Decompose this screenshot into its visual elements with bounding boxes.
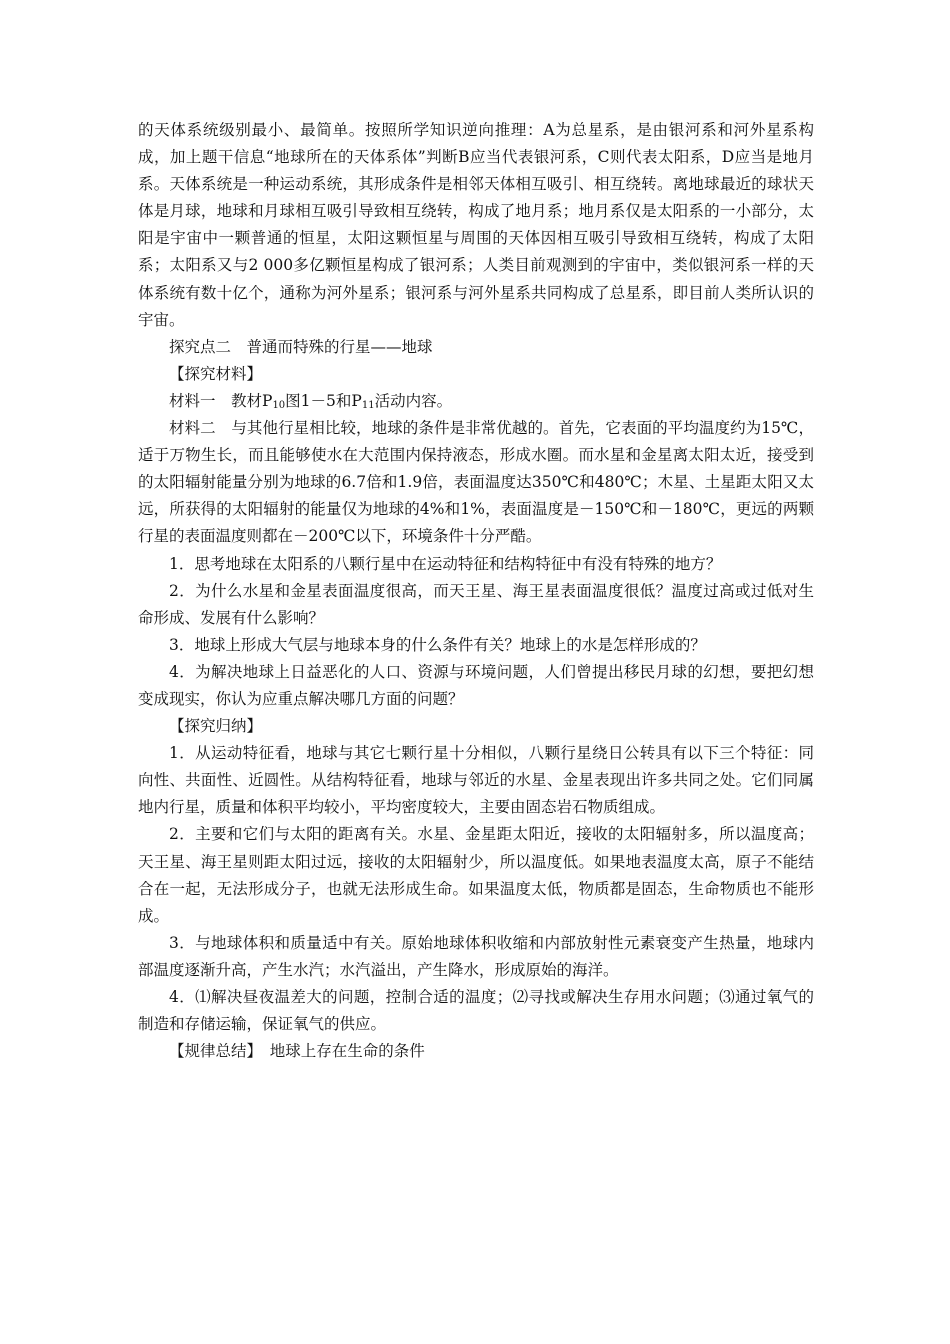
summary-heading: 【探究归纳】 xyxy=(169,717,263,736)
section-title: 探究点二 普通而特殊的行星——地球 xyxy=(169,337,433,356)
material-one-text-b: 图1－5和P xyxy=(285,391,362,410)
question-1: 1．思考地球在太阳系的八颗行星中在运动特征和结构特征中有没有特殊的地方？ xyxy=(169,554,722,573)
answer-3: 3．与地球体积和质量适中有关。原始地球体积收缩和内部放射性元素衰变产生热量，地球内部温度逐渐升高，产生水汽；水汽溢出，产生降水，形成原始的海洋。 xyxy=(138,933,814,979)
question-3: 3．地球上形成大气层与地球本身的什么条件有关？地球上的水是怎样形成的？ xyxy=(169,635,706,654)
material-one-text-c: 活动内容。 xyxy=(374,391,453,410)
material-one-subscript-10: 10 xyxy=(272,399,286,411)
rule-summary: 【规律总结】 地球上存在生命的条件 xyxy=(169,1042,425,1061)
document-page xyxy=(138,117,814,1065)
material-one-text-a: 材料一 教材P xyxy=(169,391,273,410)
material-one-subscript-11: 11 xyxy=(361,399,375,411)
intro-paragraph: 的天体系统级别最小、最简单。按照所学知识逆向推理：A为总星系，是由银河系和河外星系构成，加上题干信息“地球所在的天体系体”判断B应当代表银河系，C则代表太阳系，D应当是地月系。天体系统是一种运动系统，其形成条件是相邻天体相互吸引、相互绕转。离地球最近的球状天体是月球，地球和月球相互吸引导致相互绕转，构成了地月系；地月系仅是太阳系的一小部分，太阳是宇宙中一颗普通的恒星，太阳这颗恒星与周围的天体因相互吸引导致相互绕转，构成了太阳系；太阳系又与2 000多亿颗恒星构成了银河系；人类目前观测到的宇宙中，类似银河系一样的天体系统有数十亿个，通称为河外星系；银河系与河外星系共同构成了总星系，即目前人类所认识的宇宙。 xyxy=(138,121,814,329)
question-2: 2．为什么水星和金星表面温度很高，而天王星、海王星表面温度很低？温度过高或过低对生命形成、发展有什么影响？ xyxy=(138,581,814,627)
materials-heading: 【探究材料】 xyxy=(169,364,263,383)
answer-1: 1．从运动特征看，地球与其它七颗行星十分相似，八颗行星绕日公转具有以下三个特征：同向性、共面性、近圆性。从结构特征看，地球与邻近的水星、金星表现出许多共同之处。它们同属地内行星，质量和体积平均较小，平均密度较大，主要由固态岩石物质组成。 xyxy=(138,744,814,817)
question-4: 4．为解决地球上日益恶化的人口、资源与环境问题，人们曾提出移民月球的幻想，要把幻想变成现实，你认为应重点解决哪几方面的问题？ xyxy=(138,662,814,708)
answer-2: 2．主要和它们与太阳的距离有关。水星、金星距太阳近，接收的太阳辐射多，所以温度高；天王星、海王星则距太阳过远，接收的太阳辐射少，所以温度低。如果地表温度太高，原子不能结合在一起，无法形成分子，也就无法形成生命。如果温度太低，物质都是固态，生命物质也不能形成。 xyxy=(138,825,814,925)
answer-4: 4．⑴解决昼夜温差大的问题，控制合适的温度；⑵寻找或解决生存用水问题；⑶通过氧气的制造和存储运输，保证氧气的供应。 xyxy=(138,988,814,1034)
material-two: 材料二 与其他行星相比较，地球的条件是非常优越的。首先，它表面的平均温度约为15℃，适于万物生长，而且能够使水在大范围内保持液态，形成水圈。而水星和金星离太阳太近，接受到的太阳辐射能量分别为地球的6.7倍和1.9倍，表面温度达350℃和480℃；木星、土星距太阳又太远，所获得的太阳辐射的能量仅为地球的4%和1%，表面温度是－150℃和－180℃，更远的两颗行星的表面温度则都在－200℃以下，环境条件十分严酷。 xyxy=(138,419,814,546)
material-one xyxy=(138,388,814,415)
